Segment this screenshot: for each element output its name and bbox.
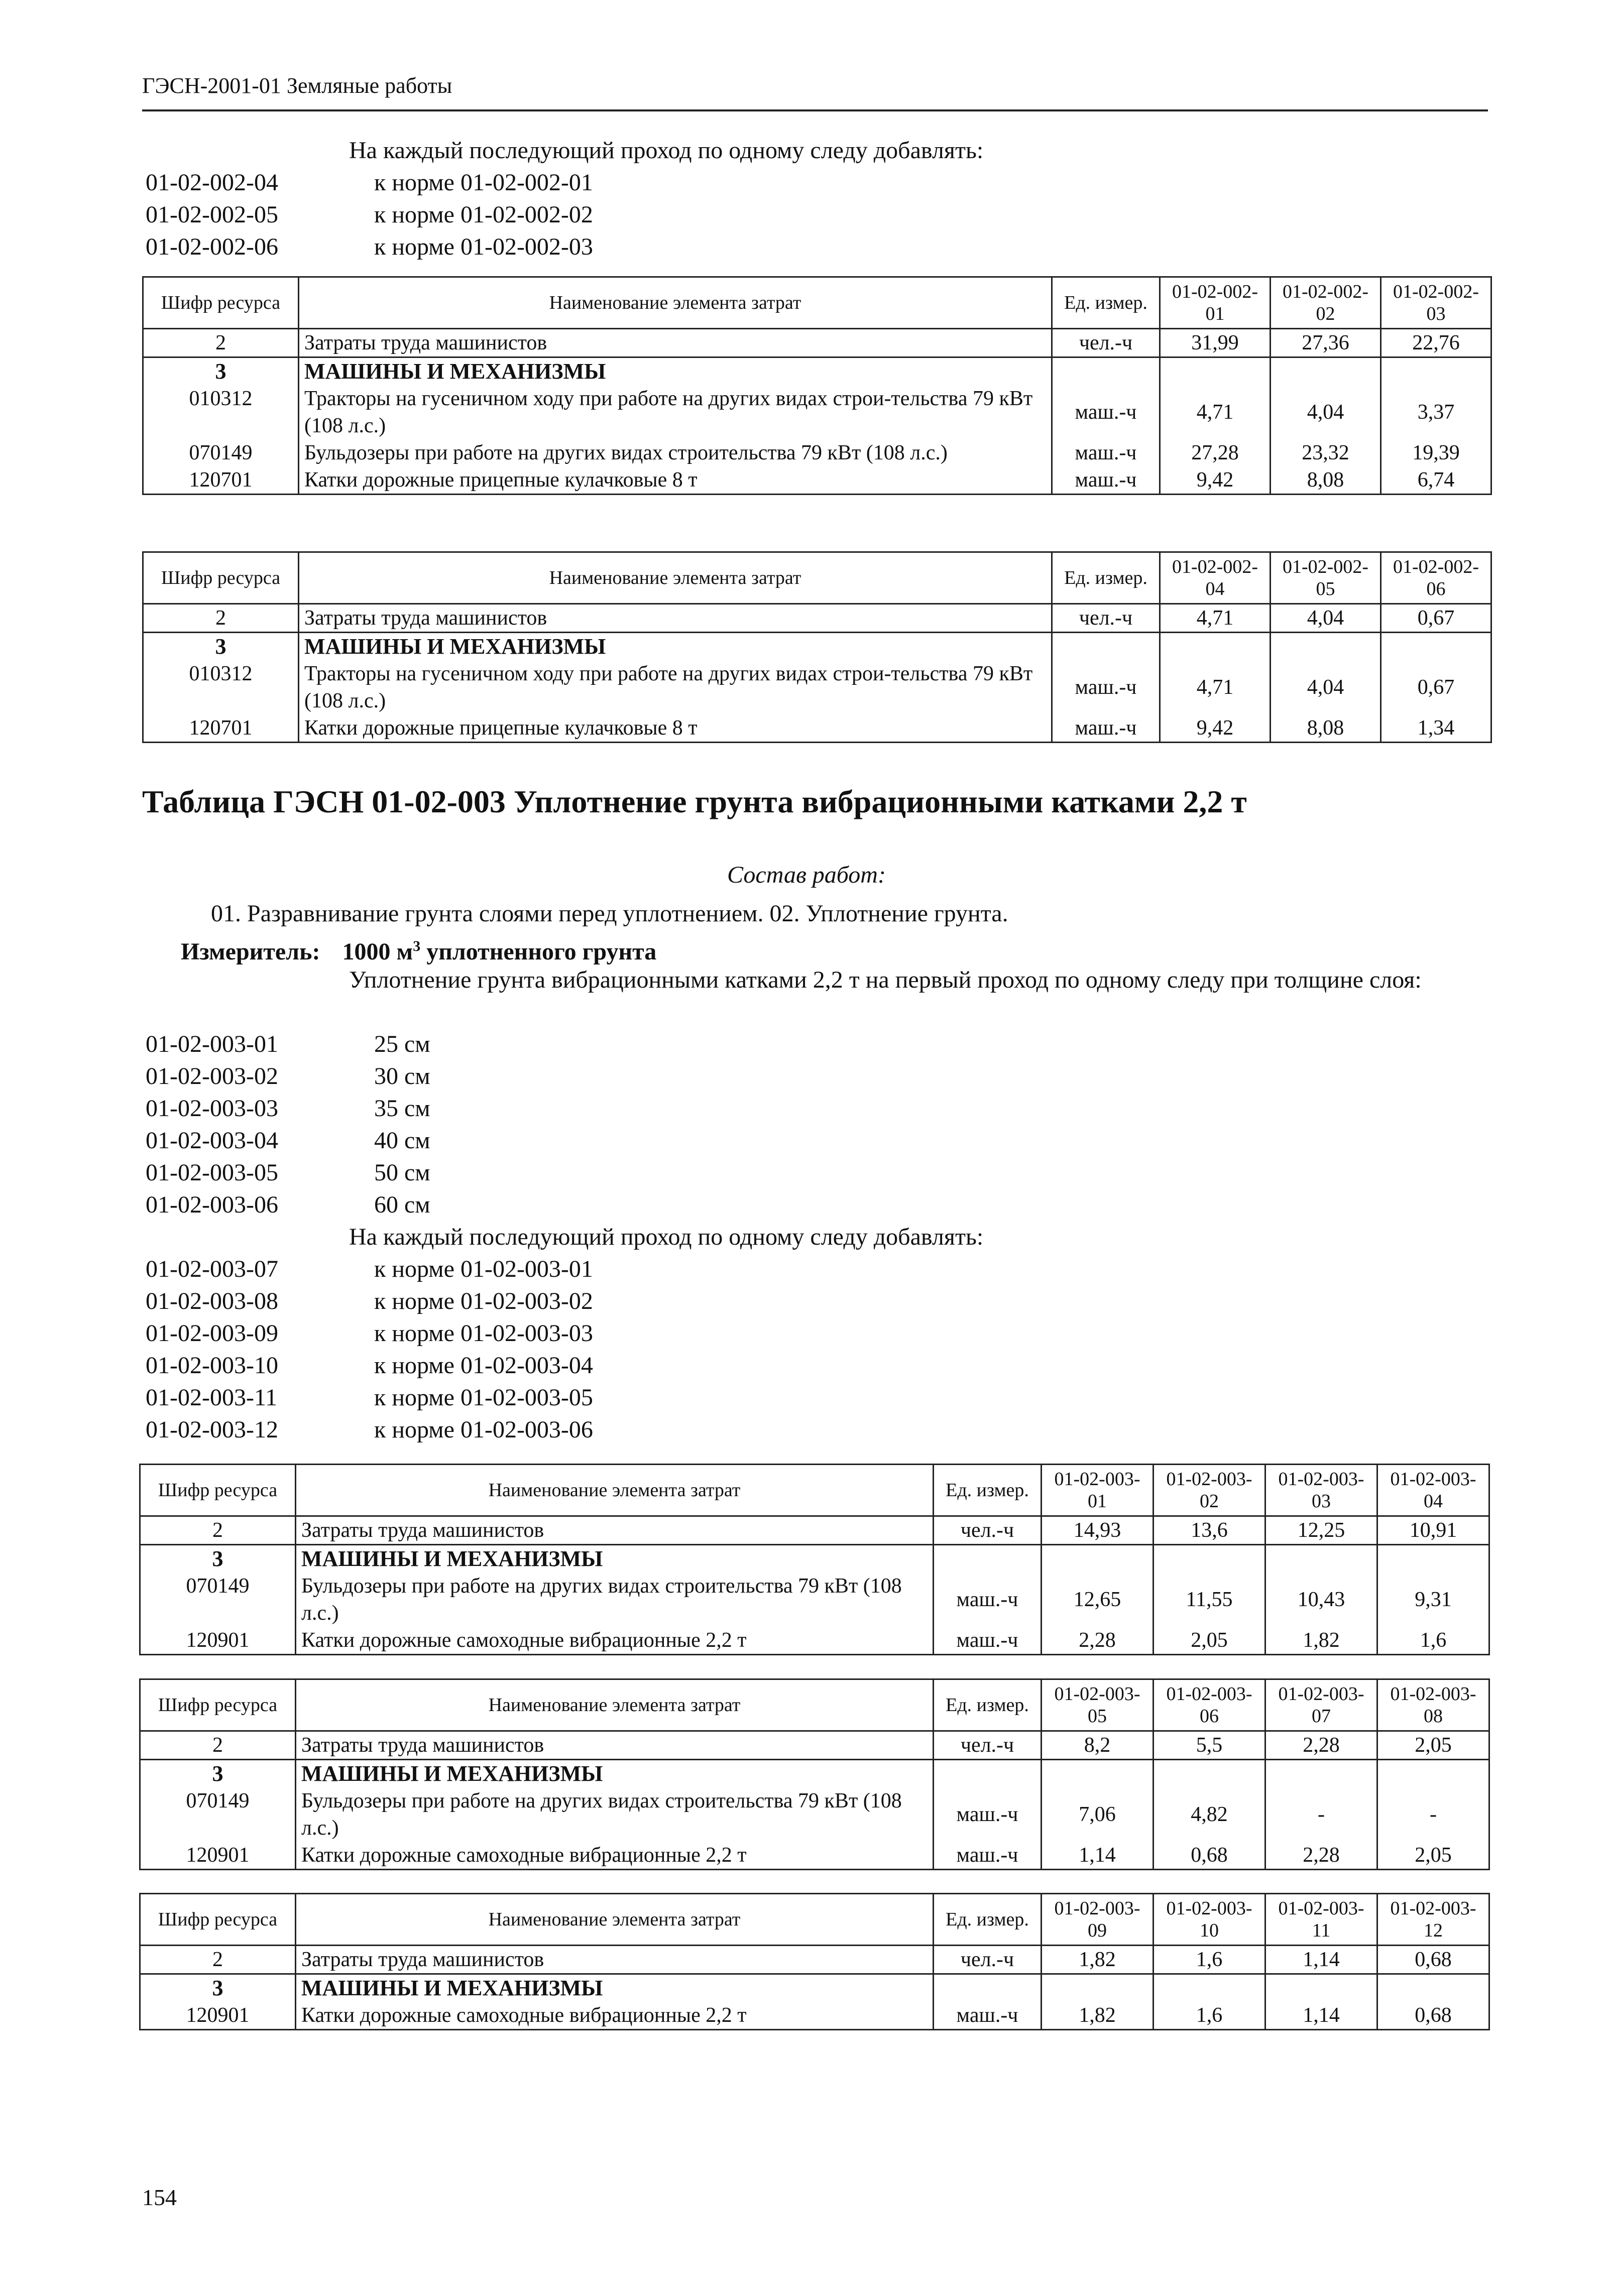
cell-code: 120901: [140, 1627, 296, 1655]
cell-name: Катки дорожные самоходные вибрационные 2,2 т: [296, 1842, 934, 1870]
cell-code: 2: [143, 604, 299, 633]
cell-value: 22,76: [1381, 329, 1491, 357]
col-header-norm: 01-02-003-03: [1265, 1465, 1377, 1516]
cell-value: 1,82: [1265, 1627, 1377, 1655]
col-header-code: Шифр ресурса: [140, 1465, 296, 1516]
section-row: [143, 357, 1491, 386]
cell-value: 23,32: [1271, 439, 1381, 466]
cell-value: 5,5: [1154, 1731, 1265, 1760]
measure-rest: уплотненного грунта: [420, 938, 657, 965]
col-header-unit: Ед. измер.: [934, 1679, 1042, 1731]
section-title: МАШИНЫ И МЕХАНИЗМЫ: [296, 1974, 934, 2002]
cell-unit: маш.-ч: [934, 1573, 1042, 1627]
norm-code: 01-02-002-06: [146, 233, 278, 260]
cell-value: 0,67: [1381, 660, 1491, 714]
table-row: [140, 1731, 1489, 1760]
measure-value: 1000 м: [342, 938, 413, 965]
cell-code: 120701: [143, 466, 299, 495]
cell-unit: чел.-ч: [1052, 604, 1160, 633]
table-row: [140, 2002, 1489, 2030]
cell-unit: чел.-ч: [934, 1946, 1042, 1974]
cell-value: 1,6: [1154, 2002, 1265, 2030]
cell-value: 0,68: [1154, 1842, 1265, 1870]
cell-code: 070149: [140, 1787, 296, 1842]
norm-code: 01-02-003-12: [146, 1416, 278, 1443]
cell-value: 10,91: [1377, 1516, 1489, 1545]
col-header-norm: 01-02-002-03: [1381, 277, 1491, 329]
norm-code: 01-02-003-08: [146, 1288, 278, 1314]
cell-unit: маш.-ч: [934, 1627, 1042, 1655]
cell-name: Бульдозеры при работе на других видах строительства 79 кВт (108 л.с.): [299, 439, 1052, 466]
cell-value: 4,04: [1271, 385, 1381, 439]
cell-value: 4,71: [1160, 660, 1271, 714]
cell-value: 19,39: [1381, 439, 1491, 466]
cell-value: 27,36: [1271, 329, 1381, 357]
work-composition-label: Состав работ:: [727, 862, 886, 888]
table-row: [143, 385, 1491, 439]
norm-code: 01-02-003-03: [146, 1095, 278, 1122]
col-header-norm: 01-02-002-05: [1271, 552, 1381, 604]
cell-name: Катки дорожные прицепные кулачковые 8 т: [299, 466, 1052, 495]
cell-code: 070149: [143, 439, 299, 466]
norm-text: к норме 01-02-003-05: [374, 1384, 593, 1411]
cell-value: 4,71: [1160, 604, 1271, 633]
work-description: Уплотнение грунта вибрационными катками 2,2 т на первый проход по одному следу при толщине слоя:: [349, 966, 1422, 993]
norm-text: к норме 01-02-003-01: [374, 1256, 593, 1282]
cell-value: -: [1377, 1787, 1489, 1842]
cell-value: 0,67: [1381, 604, 1491, 633]
section-title: МАШИНЫ И МЕХАНИЗМЫ: [296, 1760, 934, 1788]
table-row: [140, 1842, 1489, 1870]
cell-value: 1,14: [1042, 1842, 1154, 1870]
col-header-norm: 01-02-002-02: [1271, 277, 1381, 329]
cell-unit: чел.-ч: [934, 1731, 1042, 1760]
table-row: [140, 1787, 1489, 1842]
cell-value: 1,6: [1154, 1946, 1265, 1974]
col-header-name: Наименование элемента затрат: [296, 1465, 934, 1516]
cell-value: 0,68: [1377, 1946, 1489, 1974]
work-composition-text: 01. Разравнивание грунта слоями перед уплотнением. 02. Уплотнение грунта.: [211, 900, 1008, 927]
cell-value: 9,42: [1160, 714, 1271, 743]
norm-text: к норме 01-02-003-04: [374, 1352, 593, 1379]
section-title: МАШИНЫ И МЕХАНИЗМЫ: [299, 357, 1052, 386]
cell-value: 13,6: [1154, 1516, 1265, 1545]
cell-name: Тракторы на гусеничном ходу при работе на других видах строи-тельства 79 кВт (108 л.с.): [299, 385, 1052, 439]
col-header-name: Наименование элемента затрат: [296, 1679, 934, 1731]
cell-unit: маш.-ч: [1052, 714, 1160, 743]
measure-exponent: 3: [413, 938, 421, 954]
cell-value: 2,28: [1042, 1627, 1154, 1655]
cell-value: 2,28: [1265, 1842, 1377, 1870]
norm-text: к норме 01-02-003-06: [374, 1416, 593, 1443]
cell-name: Бульдозеры при работе на других видах строительства 79 кВт (108 л.с.): [296, 1787, 934, 1842]
section-title: МАШИНЫ И МЕХАНИЗМЫ: [299, 633, 1052, 661]
section-row: [143, 633, 1491, 661]
cell-code: 070149: [140, 1573, 296, 1627]
cell-value: 1,6: [1377, 1627, 1489, 1655]
section-row: [140, 1760, 1489, 1788]
norm-text: к норме 01-02-003-02: [374, 1288, 593, 1314]
table-row: [143, 466, 1491, 495]
norm-code: 01-02-002-05: [146, 201, 278, 228]
cell-unit: маш.-ч: [934, 1787, 1042, 1842]
cell-value: 4,82: [1154, 1787, 1265, 1842]
cell-name: Затраты труда машинистов: [296, 1946, 934, 1974]
running-header: ГЭСН-2001-01 Земляные работы: [142, 73, 452, 98]
cell-value: 10,43: [1265, 1573, 1377, 1627]
norm-text: 30 см: [374, 1063, 430, 1090]
cell-code: 2: [140, 1516, 296, 1545]
cell-code: 120901: [140, 1842, 296, 1870]
norm-code: 01-02-003-05: [146, 1159, 278, 1186]
add-pass-intro: На каждый последующий проход по одному следу добавлять:: [349, 137, 984, 164]
col-header-norm: 01-02-003-01: [1042, 1465, 1154, 1516]
resource-table: [139, 1893, 1490, 2030]
header-divider: [142, 109, 1488, 111]
col-header-unit: Ед. измер.: [1052, 552, 1160, 604]
page-number: 154: [142, 2185, 177, 2210]
cell-unit: чел.-ч: [934, 1516, 1042, 1545]
col-header-name: Наименование элемента затрат: [299, 552, 1052, 604]
cell-value: 1,14: [1265, 1946, 1377, 1974]
cell-unit: маш.-ч: [1052, 439, 1160, 466]
cell-value: 6,74: [1381, 466, 1491, 495]
resource-table: [142, 276, 1492, 495]
table-row: [140, 1946, 1489, 1974]
norm-code: 01-02-003-10: [146, 1352, 278, 1379]
cell-name: Затраты труда машинистов: [296, 1731, 934, 1760]
cell-value: 4,71: [1160, 385, 1271, 439]
cell-code: 2: [140, 1731, 296, 1760]
table-row: [143, 714, 1491, 743]
norm-code: 01-02-003-11: [146, 1384, 278, 1411]
cell-name: Бульдозеры при работе на других видах строительства 79 кВт (108 л.с.): [296, 1573, 934, 1627]
norm-text: 50 см: [374, 1159, 430, 1186]
cell-code: 3: [140, 1760, 296, 1788]
col-header-norm: 01-02-002-04: [1160, 552, 1271, 604]
cell-code: 3: [140, 1545, 296, 1573]
col-header-code: Шифр ресурса: [140, 1894, 296, 1946]
cell-value: 12,65: [1042, 1573, 1154, 1627]
cell-value: 0,68: [1377, 2002, 1489, 2030]
cell-value: 8,08: [1271, 714, 1381, 743]
cell-value: 4,04: [1271, 604, 1381, 633]
norm-code: 01-02-003-01: [146, 1031, 278, 1057]
cell-value: 31,99: [1160, 329, 1271, 357]
col-header-norm: 01-02-003-10: [1154, 1894, 1265, 1946]
section-row: [140, 1545, 1489, 1573]
cell-value: 1,14: [1265, 2002, 1377, 2030]
col-header-unit: Ед. измер.: [934, 1894, 1042, 1946]
table-row: [140, 1573, 1489, 1627]
norm-code: 01-02-003-09: [146, 1320, 278, 1347]
cell-value: 8,08: [1271, 466, 1381, 495]
cell-value: 2,05: [1154, 1627, 1265, 1655]
cell-value: 11,55: [1154, 1573, 1265, 1627]
resource-table: [142, 551, 1492, 743]
cell-unit: маш.-ч: [1052, 660, 1160, 714]
cell-value: 2,28: [1265, 1731, 1377, 1760]
norm-text: к норме 01-02-002-01: [374, 169, 593, 196]
norm-text: к норме 01-02-002-03: [374, 233, 593, 260]
col-header-unit: Ед. измер.: [934, 1465, 1042, 1516]
table-row: [143, 329, 1491, 357]
section-title: МАШИНЫ И МЕХАНИЗМЫ: [296, 1545, 934, 1573]
cell-name: Затраты труда машинистов: [296, 1516, 934, 1545]
col-header-norm: 01-02-002-01: [1160, 277, 1271, 329]
col-header-norm: 01-02-003-06: [1154, 1679, 1265, 1731]
cell-value: 1,34: [1381, 714, 1491, 743]
cell-unit: маш.-ч: [934, 1842, 1042, 1870]
norm-code: 01-02-003-04: [146, 1127, 278, 1154]
col-header-code: Шифр ресурса: [140, 1679, 296, 1731]
section-row: [140, 1974, 1489, 2002]
col-header-code: Шифр ресурса: [143, 277, 299, 329]
col-header-name: Наименование элемента затрат: [296, 1894, 934, 1946]
cell-name: Тракторы на гусеничном ходу при работе на других видах строи-тельства 79 кВт (108 л.с.): [299, 660, 1052, 714]
col-header-norm: 01-02-003-04: [1377, 1465, 1489, 1516]
cell-value: 4,04: [1271, 660, 1381, 714]
cell-value: -: [1265, 1787, 1377, 1842]
cell-value: 27,28: [1160, 439, 1271, 466]
norm-text: 40 см: [374, 1127, 430, 1154]
table-row: [143, 660, 1491, 714]
measure-label: Измеритель:: [181, 938, 320, 965]
measure-line: [181, 931, 656, 967]
cell-code: 2: [143, 329, 299, 357]
col-header-code: Шифр ресурса: [143, 552, 299, 604]
norm-text: 60 см: [374, 1191, 430, 1218]
col-header-norm: 01-02-003-05: [1042, 1679, 1154, 1731]
norm-text: 35 см: [374, 1095, 430, 1122]
cell-value: 14,93: [1042, 1516, 1154, 1545]
col-header-unit: Ед. измер.: [1052, 277, 1160, 329]
add-pass-intro: На каждый последующий проход по одному следу добавлять:: [349, 1224, 984, 1250]
col-header-name: Наименование элемента затрат: [299, 277, 1052, 329]
col-header-norm: 01-02-002-06: [1381, 552, 1491, 604]
cell-unit: маш.-ч: [1052, 385, 1160, 439]
cell-code: 120901: [140, 2002, 296, 2030]
col-header-norm: 01-02-003-07: [1265, 1679, 1377, 1731]
cell-name: Катки дорожные самоходные вибрационные 2,2 т: [296, 1627, 934, 1655]
cell-name: Катки дорожные прицепные кулачковые 8 т: [299, 714, 1052, 743]
col-header-norm: 01-02-003-11: [1265, 1894, 1377, 1946]
norm-code: 01-02-003-02: [146, 1063, 278, 1090]
cell-value: 2,05: [1377, 1731, 1489, 1760]
cell-value: 8,2: [1042, 1731, 1154, 1760]
resource-table: [139, 1464, 1490, 1655]
cell-value: 7,06: [1042, 1787, 1154, 1842]
cell-code: 010312: [143, 660, 299, 714]
col-header-norm: 01-02-003-08: [1377, 1679, 1489, 1731]
norm-code: 01-02-003-06: [146, 1191, 278, 1218]
cell-code: 120701: [143, 714, 299, 743]
cell-value: 12,25: [1265, 1516, 1377, 1545]
cell-code: 010312: [143, 385, 299, 439]
norm-text: 25 см: [374, 1031, 430, 1057]
cell-unit: маш.-ч: [1052, 466, 1160, 495]
cell-value: 2,05: [1377, 1842, 1489, 1870]
cell-code: 2: [140, 1946, 296, 1974]
cell-value: 9,31: [1377, 1573, 1489, 1627]
cell-value: 1,82: [1042, 1946, 1154, 1974]
col-header-norm: 01-02-003-12: [1377, 1894, 1489, 1946]
norm-code: 01-02-002-04: [146, 169, 278, 196]
cell-name: Катки дорожные самоходные вибрационные 2,2 т: [296, 2002, 934, 2030]
table-row: [140, 1516, 1489, 1545]
cell-code: 3: [143, 357, 299, 386]
cell-unit: маш.-ч: [934, 2002, 1042, 2030]
col-header-norm: 01-02-003-02: [1154, 1465, 1265, 1516]
norm-text: к норме 01-02-003-03: [374, 1320, 593, 1347]
cell-name: Затраты труда машинистов: [299, 329, 1052, 357]
norm-code: 01-02-003-07: [146, 1256, 278, 1282]
table-row: [140, 1627, 1489, 1655]
norm-text: к норме 01-02-002-02: [374, 201, 593, 228]
cell-unit: чел.-ч: [1052, 329, 1160, 357]
cell-code: 3: [143, 633, 299, 661]
table-title: Таблица ГЭСН 01-02-003 Уплотнение грунта вибрационными катками 2,2 т: [142, 784, 1247, 819]
resource-table: [139, 1678, 1490, 1870]
table-row: [143, 439, 1491, 466]
table-row: [143, 604, 1491, 633]
cell-name: Затраты труда машинистов: [299, 604, 1052, 633]
cell-value: 9,42: [1160, 466, 1271, 495]
cell-value: 3,37: [1381, 385, 1491, 439]
cell-value: 1,82: [1042, 2002, 1154, 2030]
cell-code: 3: [140, 1974, 296, 2002]
col-header-norm: 01-02-003-09: [1042, 1894, 1154, 1946]
